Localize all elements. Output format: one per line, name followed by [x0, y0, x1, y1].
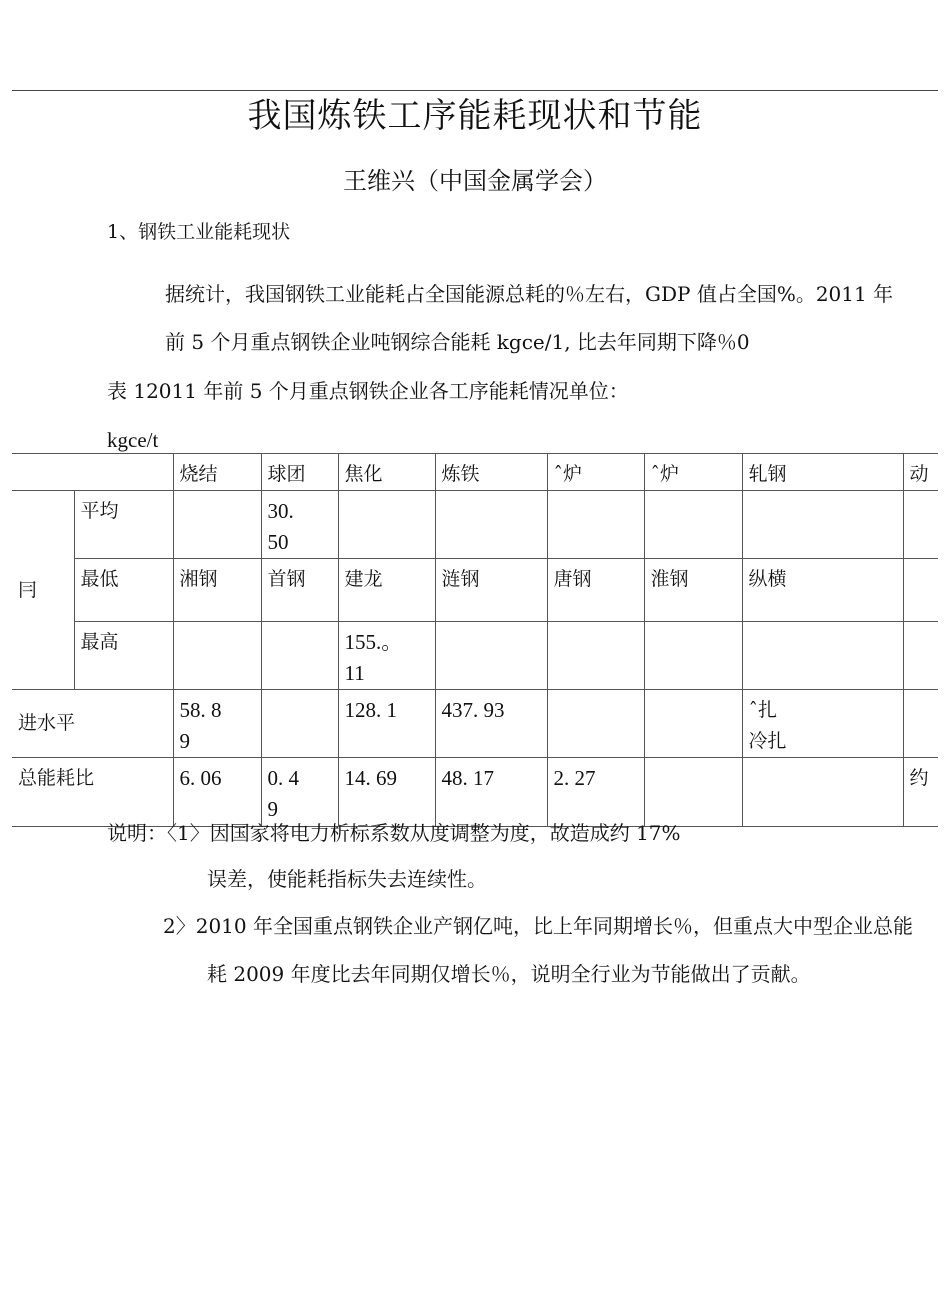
table-cell: 58. 8 9 — [173, 690, 261, 758]
row-label-cell: 最低 — [74, 559, 173, 622]
document-title: 我国炼铁工序能耗现状和节能 — [247, 96, 703, 136]
row-label-cell: 最高 — [74, 622, 173, 690]
table-cell — [742, 622, 903, 690]
table-cell — [644, 622, 742, 690]
table-cell: 首钢 — [261, 559, 338, 622]
note-line-1: 说明：〈1〉因国家将电力析标系数从度调整为度，故造成约 17% — [107, 821, 681, 845]
top-rule — [12, 90, 938, 91]
row-label-cell: 平均 — [74, 491, 173, 559]
note-line-2: 误差，使能耗指标失去连续性。 — [207, 867, 487, 891]
author-line: 王维兴（中国金属学会） — [343, 167, 607, 195]
table-cell: ˆ扎 冷扎 — [742, 690, 903, 758]
table-cell — [644, 690, 742, 758]
table-cell — [644, 758, 742, 827]
table-cell: 128. 1 — [338, 690, 435, 758]
table-cell — [261, 622, 338, 690]
header-cell: 炼铁 — [435, 454, 547, 491]
table-row-advanced-level — [12, 690, 938, 758]
header-corner-cell — [12, 454, 173, 491]
table-cell — [261, 690, 338, 758]
table-cell: 155.。 11 — [338, 622, 435, 690]
table-caption: 表 12011 年前 5 个月重点钢铁企业各工序能耗情况单位： — [107, 379, 629, 403]
table-cell — [547, 622, 644, 690]
table-cell: 建龙 — [338, 559, 435, 622]
table-cell — [173, 491, 261, 559]
table-cell — [435, 491, 547, 559]
table-cell: 湘钢 — [173, 559, 261, 622]
table-cell — [742, 758, 903, 827]
table-row-lowest — [12, 559, 938, 622]
table-cell — [903, 622, 938, 690]
group-label-cell: 冃 — [12, 491, 74, 690]
table-cell: 30. 50 — [261, 491, 338, 559]
table-row-average — [12, 491, 938, 559]
table-cell: 14. 69 — [338, 758, 435, 827]
header-cell: 焦化 — [338, 454, 435, 491]
table-cell — [547, 491, 644, 559]
note-line-3: 2〉2010 年全国重点钢铁企业产钢亿吨，比上年同期增长％，但重点大中型企业总能 — [163, 914, 913, 938]
table-cell — [903, 690, 938, 758]
table-cell — [173, 622, 261, 690]
table-header-row — [12, 454, 938, 491]
table-cell: 涟钢 — [435, 559, 547, 622]
header-cell: 轧钢 — [742, 454, 903, 491]
energy-consumption-table — [12, 453, 938, 827]
table-cell: 437. 93 — [435, 690, 547, 758]
header-cell: 烧结 — [173, 454, 261, 491]
header-cell: 球团 — [261, 454, 338, 491]
table-cell: 2. 27 — [547, 758, 644, 827]
paragraph-line-2: 前 5 个月重点钢铁企业吨钢综合能耗 kgce/1, 比去年同期下降％0 — [165, 330, 750, 354]
table-cell — [903, 559, 938, 622]
table-cell — [435, 622, 547, 690]
section-heading: 1、钢铁工业能耗现状 — [107, 221, 291, 243]
table-cell: 淮钢 — [644, 559, 742, 622]
table-unit: kgce/t — [107, 428, 159, 452]
header-cell: ˆ炉 — [644, 454, 742, 491]
table-cell: 唐钢 — [547, 559, 644, 622]
table-cell: 48. 17 — [435, 758, 547, 827]
table-cell — [742, 491, 903, 559]
table-cell: 0. 4 9 — [261, 758, 338, 827]
table-cell: 约 — [903, 758, 938, 827]
table-cell — [338, 491, 435, 559]
table-row-total-ratio — [12, 758, 938, 827]
header-cell: ˆ炉 — [547, 454, 644, 491]
table-row-highest — [12, 622, 938, 690]
note-line-4: 耗 2009 年度比去年同期仅增长％，说明全行业为节能做出了贡献。 — [207, 962, 811, 986]
table-cell — [903, 491, 938, 559]
row-label-cell: 进水平 — [12, 690, 173, 758]
table-cell — [547, 690, 644, 758]
table-cell: 6. 06 — [173, 758, 261, 827]
paragraph-line-1: 据统计，我国钢铁工业能耗占全国能源总耗的％左右，GDP 值占全国%。2011 年 — [165, 282, 894, 306]
row-label-cell: 总能耗比 — [12, 758, 173, 827]
table-cell: 纵横 — [742, 559, 903, 622]
table-cell — [644, 491, 742, 559]
header-cell: 动 — [903, 454, 938, 491]
